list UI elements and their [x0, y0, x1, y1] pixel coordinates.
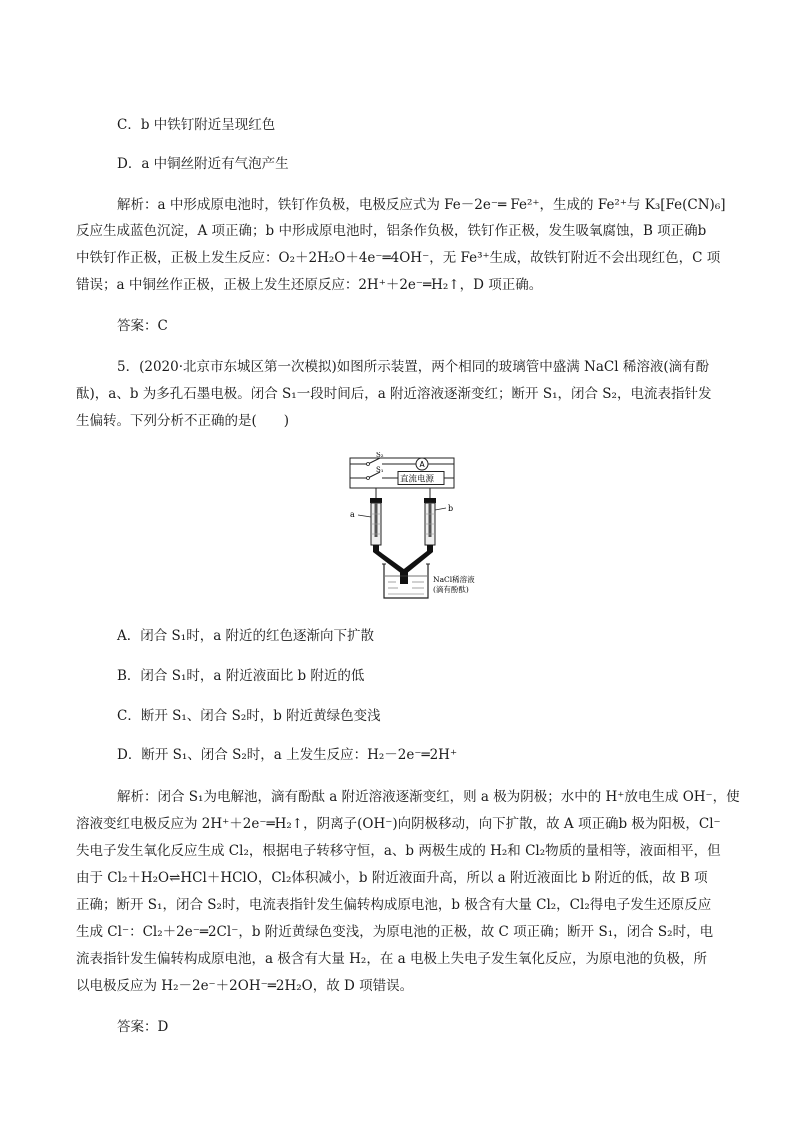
switch-s2-label: S₂: [376, 452, 384, 459]
q5-option-b: B．闭合 S₁时，a 附近液面比 b 附近的低: [117, 668, 365, 684]
q5-stem-line: 酞)，a、b 为多孔石墨电极。闭合 S₁一段时间后，a 附近溶液逐渐变红；断开 S₁，闭合 S₂，电流表指针发: [76, 386, 712, 402]
q5-analysis-line: 解析：闭合 S₁为电解池，滴有酚酞 a 附近溶液逐渐变红，则 a 极为阴极；水中的 H⁺放电生成 OH⁻，使: [117, 789, 740, 805]
q5-answer: 答案：D: [117, 1019, 169, 1035]
q5-option-d: D．断开 S₁、闭合 S₂时，a 上发生反应：H₂－2e⁻═2H⁺: [117, 747, 458, 763]
q5-analysis-line: 失电子发生氧化反应生成 Cl₂，根据电子转移守恒，a、b 两极生成的 H₂和 Cl₂物质的量相等，液面相平，但: [76, 843, 721, 859]
q5-analysis-line: 正确；断开 S₁，闭合 S₂时，电流表指针发生偏转构成原电池，b 极含有大量 Cl₂，Cl₂得电子发生还原反应: [76, 897, 712, 913]
electrode-b: [429, 503, 432, 537]
q5-stem-line: 5．(2020·北京市东城区第一次模拟)如图所示装置，两个相同的玻璃管中盛满 NaCl 稀溶液(滴有酚: [117, 359, 710, 375]
q5-option-a: A．闭合 S₁时，a 附近的红色逐渐向下扩散: [117, 628, 375, 644]
q5-analysis-line: 生成 Cl⁻：Cl₂＋2e⁻═2Cl⁻，b 附近黄绿色变浅，为原电池的正极，故 C 项正确；断开 S₁，闭合 S₂时，电: [76, 924, 714, 940]
ammeter-label: A: [419, 460, 425, 469]
q5-option-c: C．断开 S₁、闭合 S₂时，b 附近黄绿色变浅: [117, 708, 381, 724]
q4-option-c: C．b 中铁钉附近呈现红色: [117, 117, 276, 133]
power-supply-label: 直流电源: [400, 474, 435, 485]
solution-label-note: (滴有酚酞): [433, 585, 469, 594]
q5-stem-line: 生偏转。下列分析不正确的是( ): [76, 413, 290, 429]
q4-analysis-line: 反应生成蓝色沉淀，A 项正确；b 中形成原电池时，铝条作负极，铁钉作正极，发生吸氧腐蚀，B 项正确b: [76, 223, 707, 239]
q4-answer: 答案：C: [117, 318, 168, 334]
q4-analysis-line: 错误；a 中铜丝作正极，正极上发生还原反应：2H⁺＋2e⁻═H₂↑，D 项正确。: [76, 277, 543, 293]
q4-option-d: D．a 中铜丝附近有气泡产生: [117, 156, 289, 172]
q5-analysis-line: 以电极反应为 H₂－2e⁻＋2OH⁻═2H₂O，故 D 项错误。: [76, 978, 414, 994]
q5-analysis-line: 流表指针发生偏转构成原电池，a 极含有大量 H₂，在 a 电极上失电子发生氧化反应，为原电池的负极，所: [76, 951, 707, 967]
electrode-b-label: b: [448, 504, 454, 513]
switch-s1-label: S₁: [376, 466, 384, 474]
electrolysis-apparatus-figure: [340, 452, 490, 602]
q5-analysis-line: 由于 Cl₂＋H₂O⇌HCl＋HClO，Cl₂体积减小，b 附近液面升高，所以 a 附近液面比 b 附近的低，故 B 项: [76, 870, 708, 886]
electrode-a-label: a: [350, 510, 355, 519]
electrode-a: [375, 503, 378, 537]
q5-analysis-line: 溶液变红电极反应为 2H⁺＋2e⁻═H₂↑，阴离子(OH⁻)向阴极移动，向下扩散，故 A 项正确b 极为阳极，Cl⁻: [76, 816, 721, 832]
q4-analysis-line: 解析：a 中形成原电池时，铁钉作负极，电极反应式为 Fe－2e⁻═ Fe²⁺，生成的 Fe²⁺与 K₃[Fe(CN)₆]: [117, 197, 726, 213]
q4-analysis-line: 中铁钉作正极，正极上发生反应：O₂＋2H₂O＋4e⁻═4OH⁻，无 Fe³⁺生成，故铁钉附近不会出现红色，C 项: [76, 250, 721, 266]
solution-label: NaCl稀溶液: [433, 575, 475, 584]
